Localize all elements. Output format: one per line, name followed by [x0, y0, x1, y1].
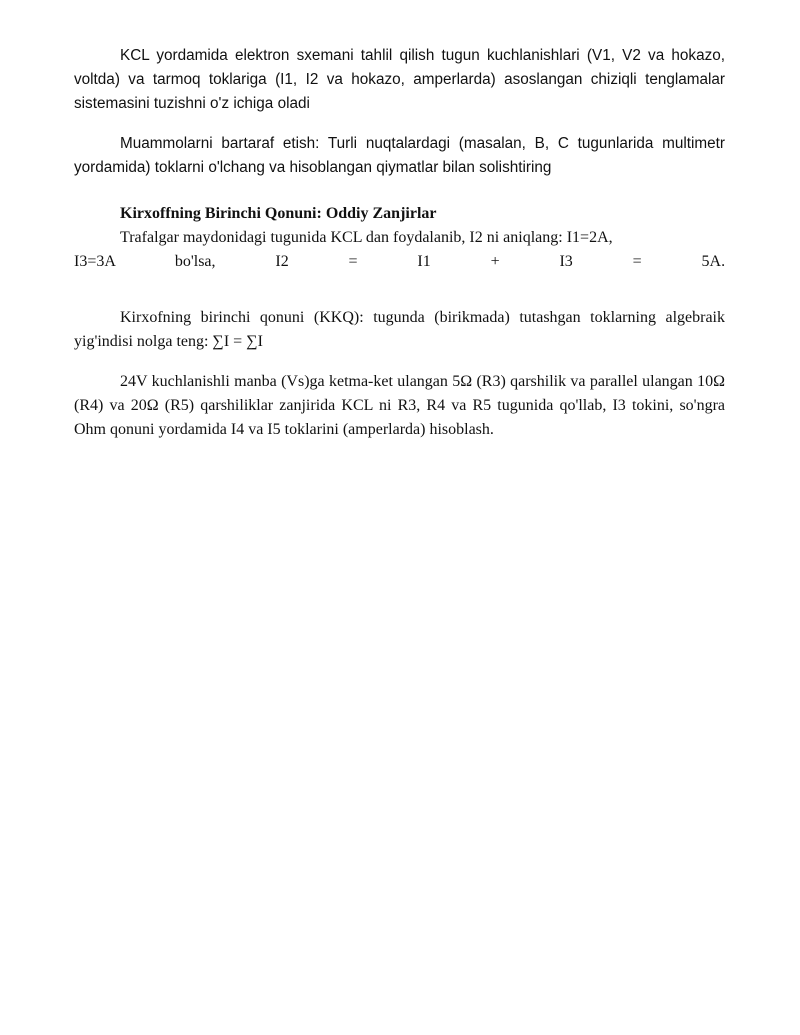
example-token: = [632, 253, 642, 270]
example-token: = [348, 253, 358, 270]
example-token: + [490, 253, 500, 270]
example-token: bo'lsa, [174, 253, 216, 270]
paragraph-kcl-analysis: KCL yordamida elektron sxemani tahlil qilish tugun kuchlanishlari (V1, V2 va hokazo, voltda) va tarmoq toklariga (I1, I2 va hokazo, amperlarda) asoslangan chiziqli tenglamalar sistemasini tuzishni o'z ichiga oladi [74, 47, 725, 112]
paragraph-kirchhoff-law: Kirxofning birinchi qonuni (KKQ): tugunda (birikmada) tutashgan toklarning algebraik yig'indisi nolga teng: ∑I = ∑I [74, 309, 725, 350]
example-block [74, 226, 725, 274]
example-line-2 [74, 250, 725, 274]
paragraph-circuit-problem: 24V kuchlanishli manba (Vs)ga ketma-ket ulangan 5Ω (R3) qarshilik va parallel ulangan 10Ω (R4) va 20Ω (R5) qarshiliklar zanjirida KCL ni R3, R4 va R5 tugunida qo'llab, I3 tokini, so'ngra Ohm qonuni yordamida I4 va I5 toklarini (amperlarda) hisoblash. [74, 373, 725, 438]
section-heading: Kirxoffning Birinchi Qonuni: Oddiy Zanjirlar [120, 205, 437, 222]
example-line-1: Trafalgar maydonidagi tugunida KCL dan foydalanib, I2 ni aniqlang: I1=2A, [120, 229, 613, 246]
example-token: I2 [275, 253, 289, 270]
document-page [74, 44, 725, 442]
example-token: 5A. [701, 253, 726, 270]
example-token: I3=3A [74, 253, 116, 270]
example-token: I1 [417, 253, 431, 270]
example-token: I3 [559, 253, 573, 270]
paragraph-troubleshooting: Muammolarni bartaraf etish: Turli nuqtalardagi (masalan, B, C tugunlarida multimetr yordamida) toklarni o'lchang va hisoblangan qiymatlar bilan solishtiring [74, 135, 725, 176]
